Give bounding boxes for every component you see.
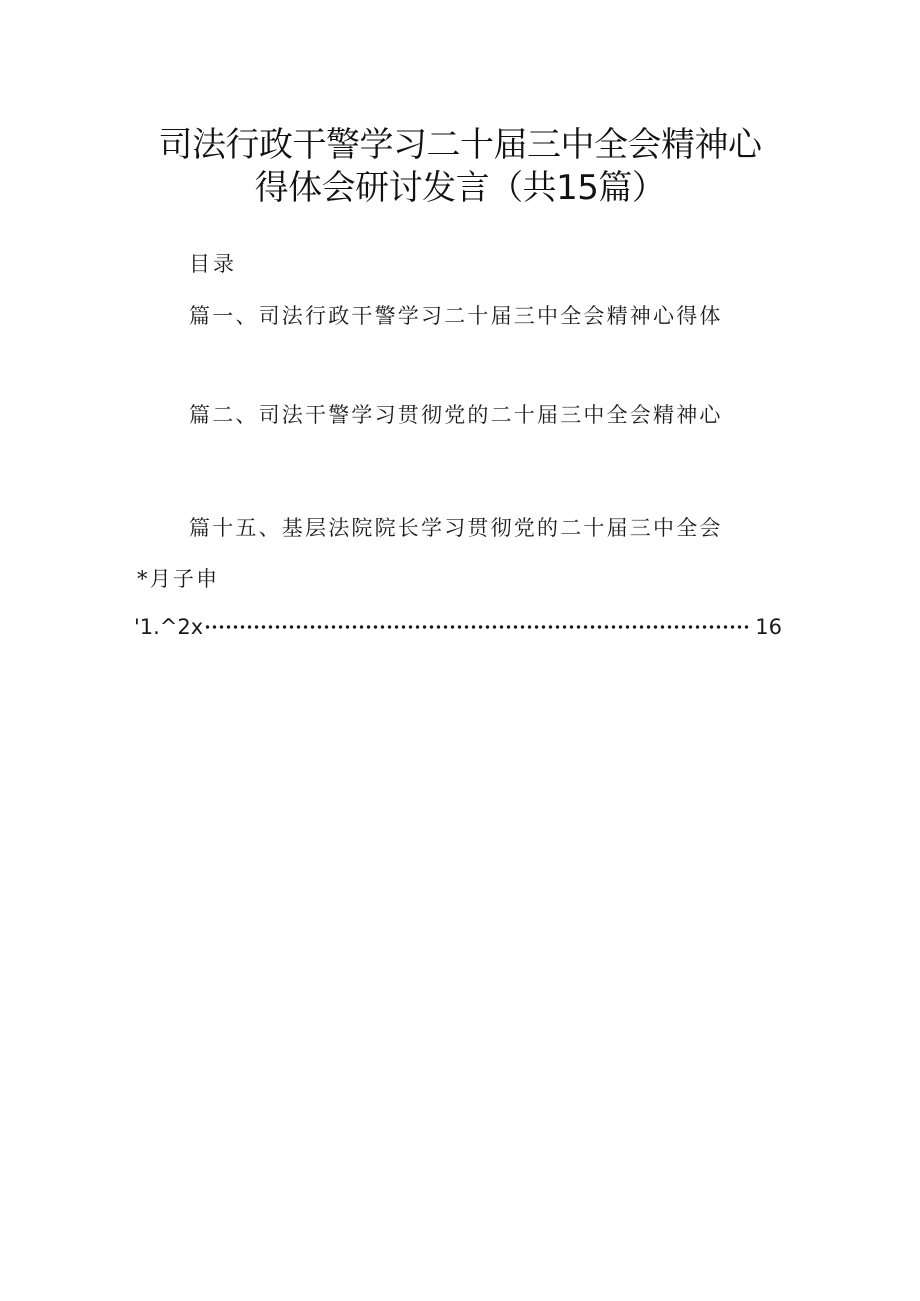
toc-entry-1[interactable]: 篇一、司法行政干警学习二十届三中全会精神心得体 xyxy=(189,304,723,328)
toc-leader-prefix: '1.^2x xyxy=(134,615,204,639)
toc-entry-2[interactable]: 篇二、司法干警学习贯彻党的二十届三中全会精神心 xyxy=(189,403,723,427)
toc-leader-row[interactable] xyxy=(134,613,782,641)
toc-heading: 目录 xyxy=(189,252,237,276)
dot-leader xyxy=(204,624,752,630)
toc-page-number: 16 xyxy=(755,615,782,639)
document-title-line-2: 得体会研讨发言（共15篇） xyxy=(254,168,666,208)
document-title-line-1: 司法行政干警学习二十届三中全会精神心 xyxy=(158,125,762,165)
toc-continuation-line: *月子申 xyxy=(137,567,220,591)
toc-entry-15[interactable]: 篇十五、基层法院院长学习贯彻党的二十届三中全会 xyxy=(189,516,723,540)
